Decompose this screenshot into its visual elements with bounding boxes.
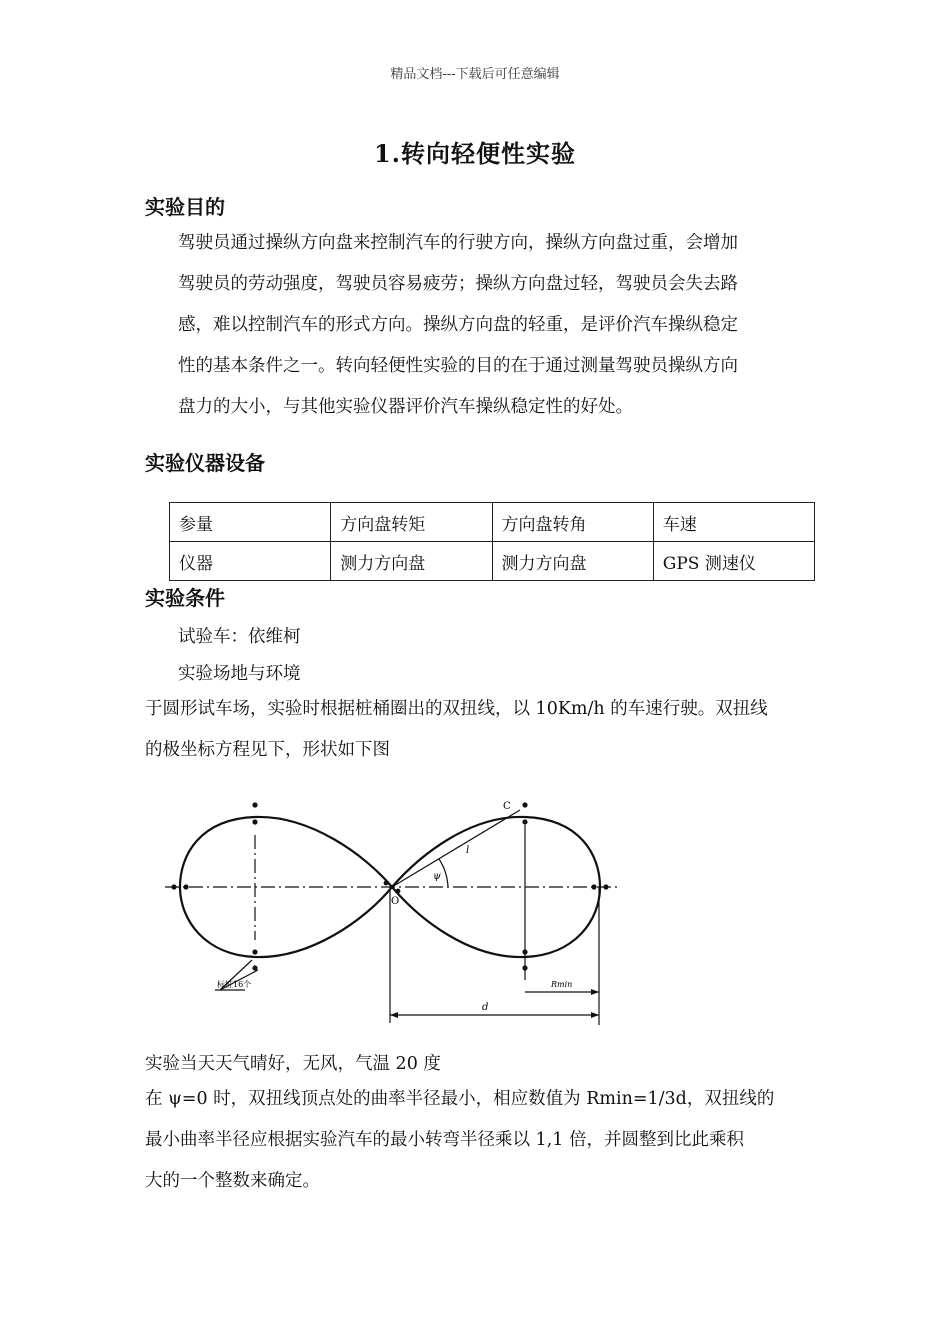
label-rmin: Rmin — [551, 980, 573, 989]
purpose-line: 盘力的大小，与其他实验仪器评价汽车操纵稳定性的好处。 — [178, 397, 633, 417]
radius-line-l — [392, 810, 520, 887]
table-cell: 车速 — [653, 503, 814, 542]
purpose-paragraph — [178, 223, 810, 428]
table-row — [170, 542, 815, 581]
cone-dot — [522, 965, 527, 970]
table-cell: 仪器 — [170, 542, 331, 581]
conditions-paragraph — [145, 689, 810, 771]
cone-dot — [522, 949, 527, 954]
cone-dot — [252, 949, 257, 954]
rmin-line: 大的一个整数来确定。 — [145, 1171, 320, 1191]
label-psi: ψ — [433, 871, 441, 882]
label-c: C — [503, 801, 511, 812]
table-cell: 参量 — [170, 503, 331, 542]
section-heading-conditions: 实验条件 — [145, 586, 225, 610]
table-cell: 测力方向盘 — [492, 542, 653, 581]
lemniscate-figure — [160, 795, 630, 1035]
equipment-table — [169, 502, 815, 581]
section-heading-purpose: 实验目的 — [145, 195, 225, 219]
arrow-left-icon — [390, 1012, 398, 1018]
cone-dot — [522, 802, 527, 807]
table-cell: GPS 测速仪 — [653, 542, 814, 581]
label-cones: 标桩16个 — [217, 980, 252, 989]
page-header: 精品文档---下载后可任意编辑 — [390, 67, 560, 82]
label-l: l — [466, 845, 470, 856]
conditions-line: 的极坐标方程见下，形状如下图 — [145, 740, 390, 760]
rmin-paragraph — [145, 1079, 810, 1202]
weather-line: 实验当天天气晴好，无风，气温 20 度 — [145, 1054, 441, 1074]
cone-dot — [384, 881, 389, 886]
table-cell: 方向盘转角 — [492, 503, 653, 542]
cone-dot — [183, 884, 188, 889]
purpose-line: 驾驶员通过操纵方向盘来控制汽车的行驶方向，操纵方向盘过重，会增加 — [178, 233, 738, 253]
label-d: d — [482, 1002, 489, 1013]
page-title: 1.转向轻便性实验 — [373, 139, 577, 168]
cone-dot — [522, 819, 527, 824]
table-cell: 方向盘转矩 — [331, 503, 492, 542]
arrow-right-icon — [591, 989, 599, 995]
table-cell: 测力方向盘 — [331, 542, 492, 581]
purpose-line: 感，难以控制汽车的形式方向。操纵方向盘的轻重，是评价汽车操纵稳定 — [178, 315, 738, 335]
table-row — [170, 503, 815, 542]
purpose-line: 驾驶员的劳动强度，驾驶员容易疲劳；操纵方向盘过轻，驾驶员会失去路 — [178, 274, 738, 294]
cone-dot — [252, 802, 257, 807]
arrow-right-icon — [591, 1012, 599, 1018]
rmin-line: 最小曲率半径应根据实验汽车的最小转弯半径乘以 1,1 倍，并圆整到比此乘积 — [145, 1130, 744, 1150]
site-line: 实验场地与环境 — [178, 664, 301, 684]
cone-dot — [252, 819, 257, 824]
conditions-line: 于圆形试车场，实验时根据桩桶圈出的双扭线，以 10Km/h 的车速行驶。双扭线 — [145, 699, 768, 719]
cone-dot — [603, 884, 608, 889]
rmin-line: 在 ψ=0 时，双扭线顶点处的曲率半径最小，相应数值为 Rmin=1/3d，双扭线的 — [145, 1089, 775, 1109]
cone-dot — [396, 889, 401, 894]
cone-dot — [591, 884, 596, 889]
label-o: O — [391, 896, 400, 907]
cone-dot — [252, 965, 257, 970]
vehicle-line: 试验车：依维柯 — [178, 627, 301, 647]
purpose-line: 性的基本条件之一。转向轻便性实验的目的在于通过测量驾驶员操纵方向 — [178, 356, 738, 376]
cone-dot — [171, 884, 176, 889]
section-heading-equipment: 实验仪器设备 — [145, 451, 265, 475]
